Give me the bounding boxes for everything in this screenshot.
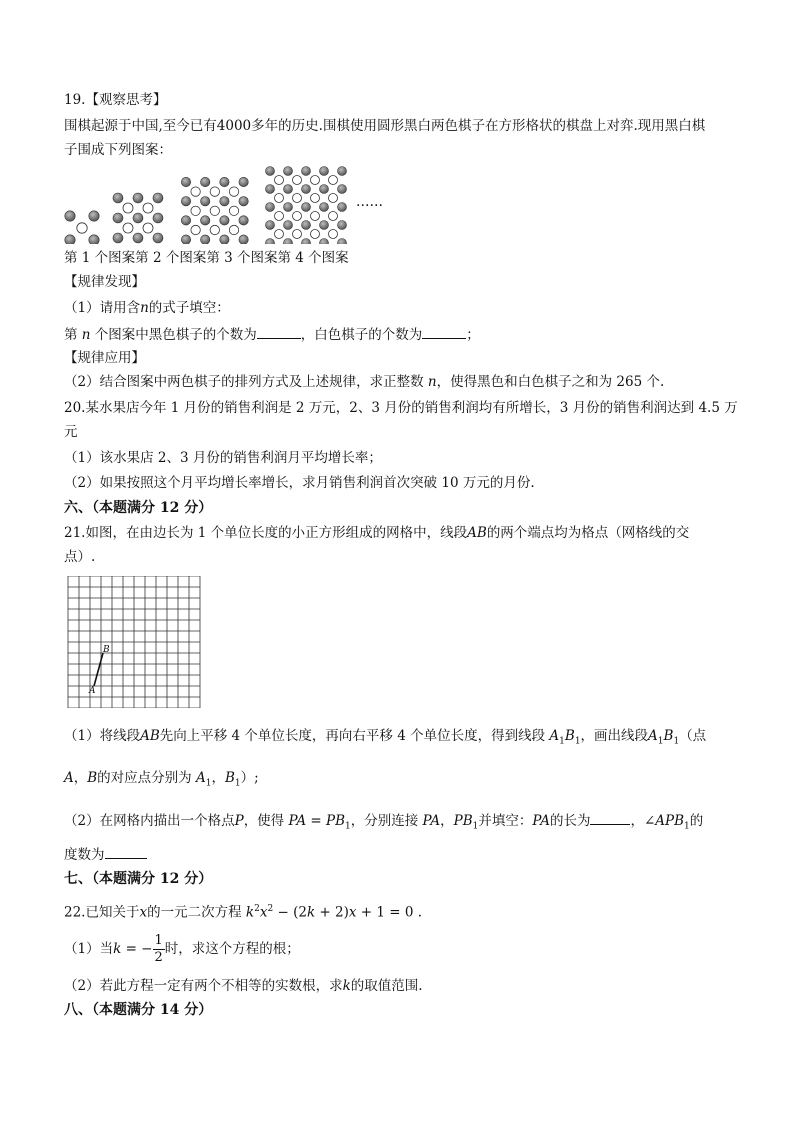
answer-blank-pa[interactable] xyxy=(590,810,630,825)
black-stone xyxy=(302,185,311,194)
black-stone xyxy=(239,216,248,225)
black-stone xyxy=(266,167,275,176)
black-stone xyxy=(181,197,190,206)
q19-part2: （2）结合图案中两色棋子的排列方式及上述规律，求正整数 n，使得黑色和白色棋子之和为 265 个. xyxy=(64,374,665,390)
white-stone xyxy=(123,203,133,213)
black-stone xyxy=(320,185,329,194)
pattern-captions: 第 1 个图案第 2 个图案第 3 个图案第 4 个图案 xyxy=(64,250,349,266)
q20-part1: （1）该水果店 2、3 月份的销售利润月平均增长率； xyxy=(64,450,382,466)
black-stone xyxy=(220,216,229,225)
q19-paragraph-1: 围棋起源于中国,至今已有4000多年的历史.围棋使用圆形黑白两色棋子在方形格状的棋盘上对弈.现用黑白棋 xyxy=(64,118,706,134)
section-8-heading: 八、（本题满分 14 分） xyxy=(64,1002,213,1018)
black-stone xyxy=(153,193,163,203)
q19-fill-line: 第 n 个图案中黑色棋子的个数为 ，白色棋子的个数为 ； xyxy=(64,324,480,345)
black-stone xyxy=(302,203,311,212)
white-stone xyxy=(329,230,338,239)
go-stone-patterns xyxy=(60,166,390,244)
white-stone xyxy=(143,223,153,233)
white-stone xyxy=(293,176,302,185)
white-stone xyxy=(210,206,219,215)
q20-paragraph-1: 20.某水果店今年 1 月份的销售利润是 2 万元，2、3 月份的销售利润均有所增长，3 月份的销售利润达到 4.5 万 xyxy=(64,400,738,416)
patterns-ellipsis: …… xyxy=(356,194,383,210)
black-stone xyxy=(284,167,293,176)
white-stone xyxy=(329,194,338,203)
white-stone xyxy=(293,230,302,239)
white-stone xyxy=(311,194,320,203)
black-stone xyxy=(302,167,311,176)
black-stone xyxy=(220,177,229,186)
white-stone xyxy=(311,230,320,239)
q22-part2: （2）若此方程一定有两个不相等的实数根，求k的取值范围. xyxy=(64,978,423,994)
rule-discovery-heading: 【规律发现】 xyxy=(64,274,145,290)
black-stone xyxy=(113,233,123,243)
black-stone xyxy=(338,239,347,245)
white-stone xyxy=(329,176,338,185)
q19-title: 19.【观察思考】 xyxy=(64,92,167,108)
q21-part1-line2: A，B的对应点分别为 $A_1$，$B_1$）; xyxy=(64,770,259,789)
white-stone xyxy=(329,212,338,221)
black-stone xyxy=(89,211,99,221)
black-stone xyxy=(320,221,329,230)
q19-part1: （1）请用含n的式子填空： xyxy=(64,300,230,316)
black-stone xyxy=(65,211,75,221)
black-stone xyxy=(133,193,143,203)
black-stone xyxy=(181,235,190,244)
q21-part2-line2: 度数为 xyxy=(64,844,147,865)
black-stone xyxy=(89,235,99,244)
black-stone xyxy=(239,177,248,186)
answer-blank-white[interactable] xyxy=(422,324,466,339)
black-stone xyxy=(266,185,275,194)
white-stone xyxy=(191,187,200,196)
q21-part2: （2）在网格内描出一个格点P，使得 PA = $PB_1$，分别连接 PA，$PB_1$并填空：PA的长为 ，$\angle APB_1$的 xyxy=(64,810,703,837)
q21-paragraph-2: 点）. xyxy=(64,549,96,565)
section-7-heading: 七、（本题满分 12 分） xyxy=(64,871,213,887)
white-stone xyxy=(143,203,153,213)
black-stone xyxy=(284,221,293,230)
white-stone xyxy=(275,176,284,185)
q21-paragraph-1: 21.如图，在由边长为 1 个单位长度的小正方形组成的网格中，线段AB的两个端点均为格点（网格线的交 xyxy=(64,525,690,541)
black-stone xyxy=(133,213,143,223)
black-stone xyxy=(239,197,248,206)
segment-ab xyxy=(94,653,103,686)
white-stone xyxy=(210,225,219,234)
q20-paragraph-2: 元 xyxy=(64,424,78,440)
black-stone xyxy=(284,239,293,245)
black-stone xyxy=(113,193,123,203)
white-stone xyxy=(210,187,219,196)
black-stone xyxy=(338,221,347,230)
black-stone xyxy=(220,197,229,206)
white-stone xyxy=(229,187,238,196)
point-b-label: B xyxy=(103,645,110,655)
point-a-label: A xyxy=(89,686,96,696)
answer-blank-angle[interactable] xyxy=(105,844,147,859)
white-stone xyxy=(229,225,238,234)
white-stone xyxy=(275,230,284,239)
black-stone xyxy=(239,235,248,244)
black-stone xyxy=(284,203,293,212)
q20-part2: （2）如果按照这个月平均增长率增长，求月销售利润首次突破 10 万元的月份. xyxy=(64,475,535,491)
white-stone xyxy=(275,194,284,203)
grid-figure xyxy=(67,576,205,708)
section-6-heading: 六、（本题满分 12 分） xyxy=(64,500,213,516)
black-stone xyxy=(220,235,229,244)
black-stone xyxy=(338,185,347,194)
white-stone xyxy=(311,176,320,185)
black-stone xyxy=(266,221,275,230)
black-stone xyxy=(338,167,347,176)
white-stone xyxy=(191,225,200,234)
white-stone xyxy=(311,212,320,221)
black-stone xyxy=(320,167,329,176)
white-stone xyxy=(229,206,238,215)
black-stone xyxy=(113,213,123,223)
white-stone xyxy=(77,223,87,233)
black-stone xyxy=(302,221,311,230)
rule-application-heading: 【规律应用】 xyxy=(64,350,145,366)
black-stone xyxy=(65,235,75,244)
white-stone xyxy=(293,212,302,221)
white-stone xyxy=(123,223,133,233)
black-stone xyxy=(320,239,329,245)
q19-paragraph-2: 子围成下列图案： xyxy=(64,142,172,158)
black-stone xyxy=(181,177,190,186)
black-stone xyxy=(201,216,210,225)
black-stone xyxy=(284,185,293,194)
black-stone xyxy=(266,239,275,245)
black-stone xyxy=(201,177,210,186)
black-stone xyxy=(201,197,210,206)
answer-blank-black[interactable] xyxy=(257,324,301,339)
q22-part1: （1）当k = − $\frac{1}{2}$ 时，求这个方程的根； xyxy=(64,933,300,965)
white-stone xyxy=(275,212,284,221)
black-stone xyxy=(153,233,163,243)
black-stone xyxy=(320,203,329,212)
black-stone xyxy=(338,203,347,212)
white-stone xyxy=(293,194,302,203)
black-stone xyxy=(302,239,311,245)
black-stone xyxy=(133,233,143,243)
black-stone xyxy=(201,235,210,244)
black-stone xyxy=(153,213,163,223)
white-stone xyxy=(191,206,200,215)
black-stone xyxy=(181,216,190,225)
q22-paragraph-1: 22.已知关于x的一元二次方程 $k^2x^2 - (2k + 2)x + 1 = 0$ . xyxy=(64,904,423,921)
black-stone xyxy=(266,203,275,212)
q21-part1: （1）将线段AB先向上平移 4 个单位长度，再向右平移 4 个单位长度，得到线段 $A_1B_1$，画出线段$A_1B_1$（点 xyxy=(64,728,707,747)
